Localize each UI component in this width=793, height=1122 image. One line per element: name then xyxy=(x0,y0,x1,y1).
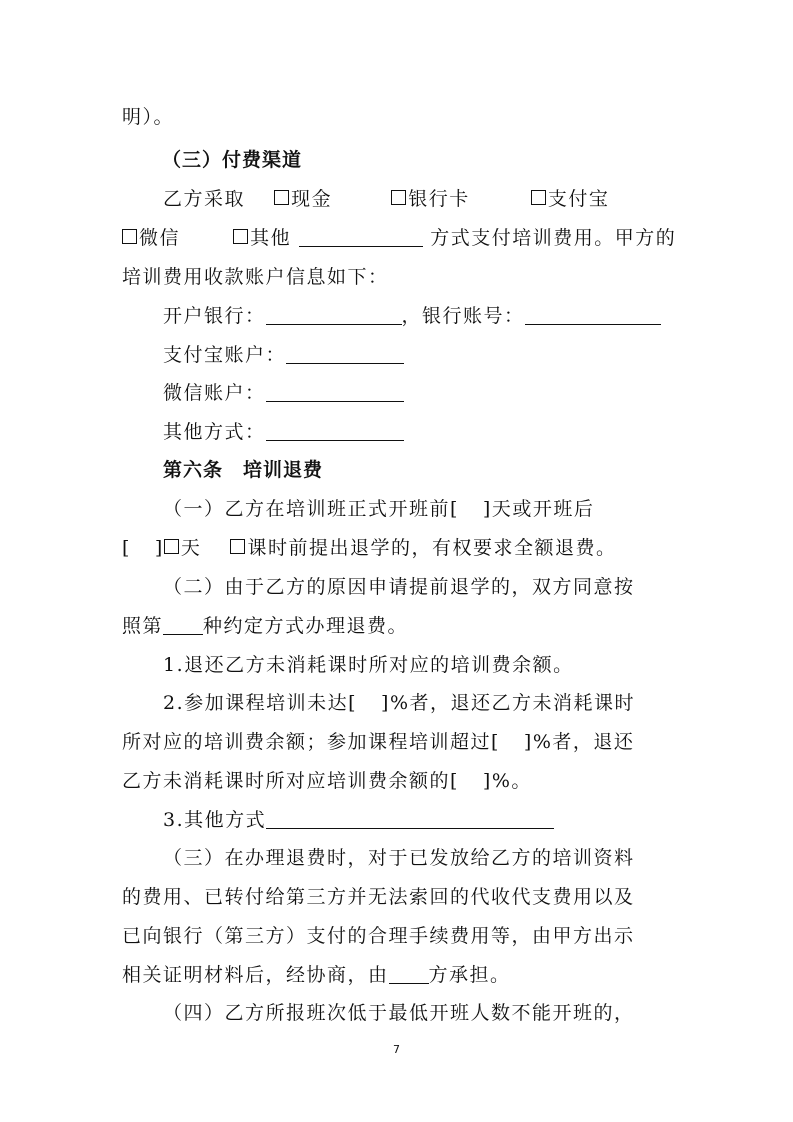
cash-label: 现金 xyxy=(291,188,333,210)
other-refund-method-blank[interactable] xyxy=(266,808,554,829)
refund-item-3 xyxy=(163,808,554,832)
alipay-account-blank[interactable] xyxy=(286,343,404,364)
other-account-line xyxy=(163,420,404,444)
text: 相关证明材料后，经协商，由 xyxy=(122,964,389,986)
text: 乙方未消耗课时所对应培训费余额的[ xyxy=(122,770,459,792)
text: 所对应的培训费余额；参加课程培训超过[ xyxy=(122,731,500,753)
alipay-checkbox[interactable] xyxy=(531,190,546,205)
bank-account-line xyxy=(163,304,661,328)
refund-clause-1-cont xyxy=(122,536,616,560)
text: ]%者，退还乙方未消耗课时 xyxy=(381,692,636,714)
wechat-account-label: 微信账户： xyxy=(163,382,266,404)
text: [ xyxy=(122,537,131,559)
days-label: 天 xyxy=(180,537,202,559)
refund-clause-2-cont xyxy=(122,614,408,638)
alipay-account-label: 支付宝账户： xyxy=(163,344,287,366)
text: 照第 xyxy=(122,615,164,637)
text: （一）乙方在培训班正式开班前[ xyxy=(163,498,459,520)
days-checkbox[interactable] xyxy=(164,539,179,554)
refund-clause-4: （四）乙方所报班次低于最低开班人数不能开班的， xyxy=(163,1002,635,1024)
refund-item-1: 1.退还乙方未消耗课时所对应的培训费余额。 xyxy=(163,654,574,676)
wechat-label: 微信 xyxy=(139,227,181,249)
wechat-account-blank[interactable] xyxy=(266,381,404,402)
bank-account-blank[interactable] xyxy=(525,304,661,325)
payment-methods-line-2 xyxy=(122,226,676,250)
text: ]%。 xyxy=(482,770,532,792)
text: ]%者，退还 xyxy=(523,731,635,753)
wechat-checkbox[interactable] xyxy=(122,229,137,244)
text: ，银行账号： xyxy=(401,305,525,327)
other-label: 其他 xyxy=(250,227,292,249)
refund-clause-2: （二）由于乙方的原因申请提前退学的，双方同意按 xyxy=(163,576,635,598)
text: ] xyxy=(154,537,164,559)
cash-checkbox[interactable] xyxy=(274,190,289,205)
article-heading-refund: 第六条 培训退费 xyxy=(163,459,324,481)
text: ]天或开班后 xyxy=(482,498,595,520)
text: 3.其他方式 xyxy=(163,809,267,831)
alipay-account-line xyxy=(163,343,404,367)
bearing-party-blank[interactable] xyxy=(389,963,429,984)
bank-name-blank[interactable] xyxy=(266,304,402,325)
other-checkbox[interactable] xyxy=(233,229,248,244)
refund-item-2-cont2 xyxy=(122,769,532,793)
text: 2.参加课程培训未达[ xyxy=(163,692,358,714)
refund-item-2-cont xyxy=(122,730,634,754)
wechat-account-line xyxy=(163,381,404,405)
text: 方承担。 xyxy=(428,964,511,986)
other-account-blank[interactable] xyxy=(266,420,404,441)
refund-clause-3-cont3 xyxy=(122,963,511,987)
bank-card-label: 银行卡 xyxy=(408,188,470,210)
lessons-checkbox[interactable] xyxy=(230,539,245,554)
bank-label: 开户银行： xyxy=(163,305,266,327)
other-account-label: 其他方式： xyxy=(163,421,266,443)
text: 种约定方式办理退费。 xyxy=(203,615,409,637)
refund-clause-1 xyxy=(163,497,594,521)
text: 课时前提出退学的，有权要求全额退费。 xyxy=(247,537,617,559)
text: 乙方采取 xyxy=(163,188,246,210)
alipay-label: 支付宝 xyxy=(547,188,610,210)
bank-card-checkbox[interactable] xyxy=(391,190,406,205)
page-number: 7 xyxy=(393,1043,400,1056)
text-line: 培训费用收款账户信息如下： xyxy=(122,266,389,288)
refund-item-2 xyxy=(163,691,635,715)
section-heading-payment-channels: （三）付费渠道 xyxy=(162,149,303,171)
text: 方式支付培训费用。甲方的 xyxy=(430,227,677,249)
method-number-blank[interactable] xyxy=(163,614,203,635)
payment-methods-line xyxy=(163,187,609,211)
text-line: 明）。 xyxy=(122,106,175,128)
refund-clause-3: （三）在办理退费时，对于已发放给乙方的培训资料 xyxy=(163,847,635,869)
refund-clause-3-cont2: 已向银行（第三方）支付的合理手续费用等，由甲方出示 xyxy=(122,925,635,947)
other-method-blank[interactable] xyxy=(299,226,423,247)
refund-clause-3-cont: 的费用、已转付给第三方并无法索回的代收代支费用以及 xyxy=(122,886,635,908)
